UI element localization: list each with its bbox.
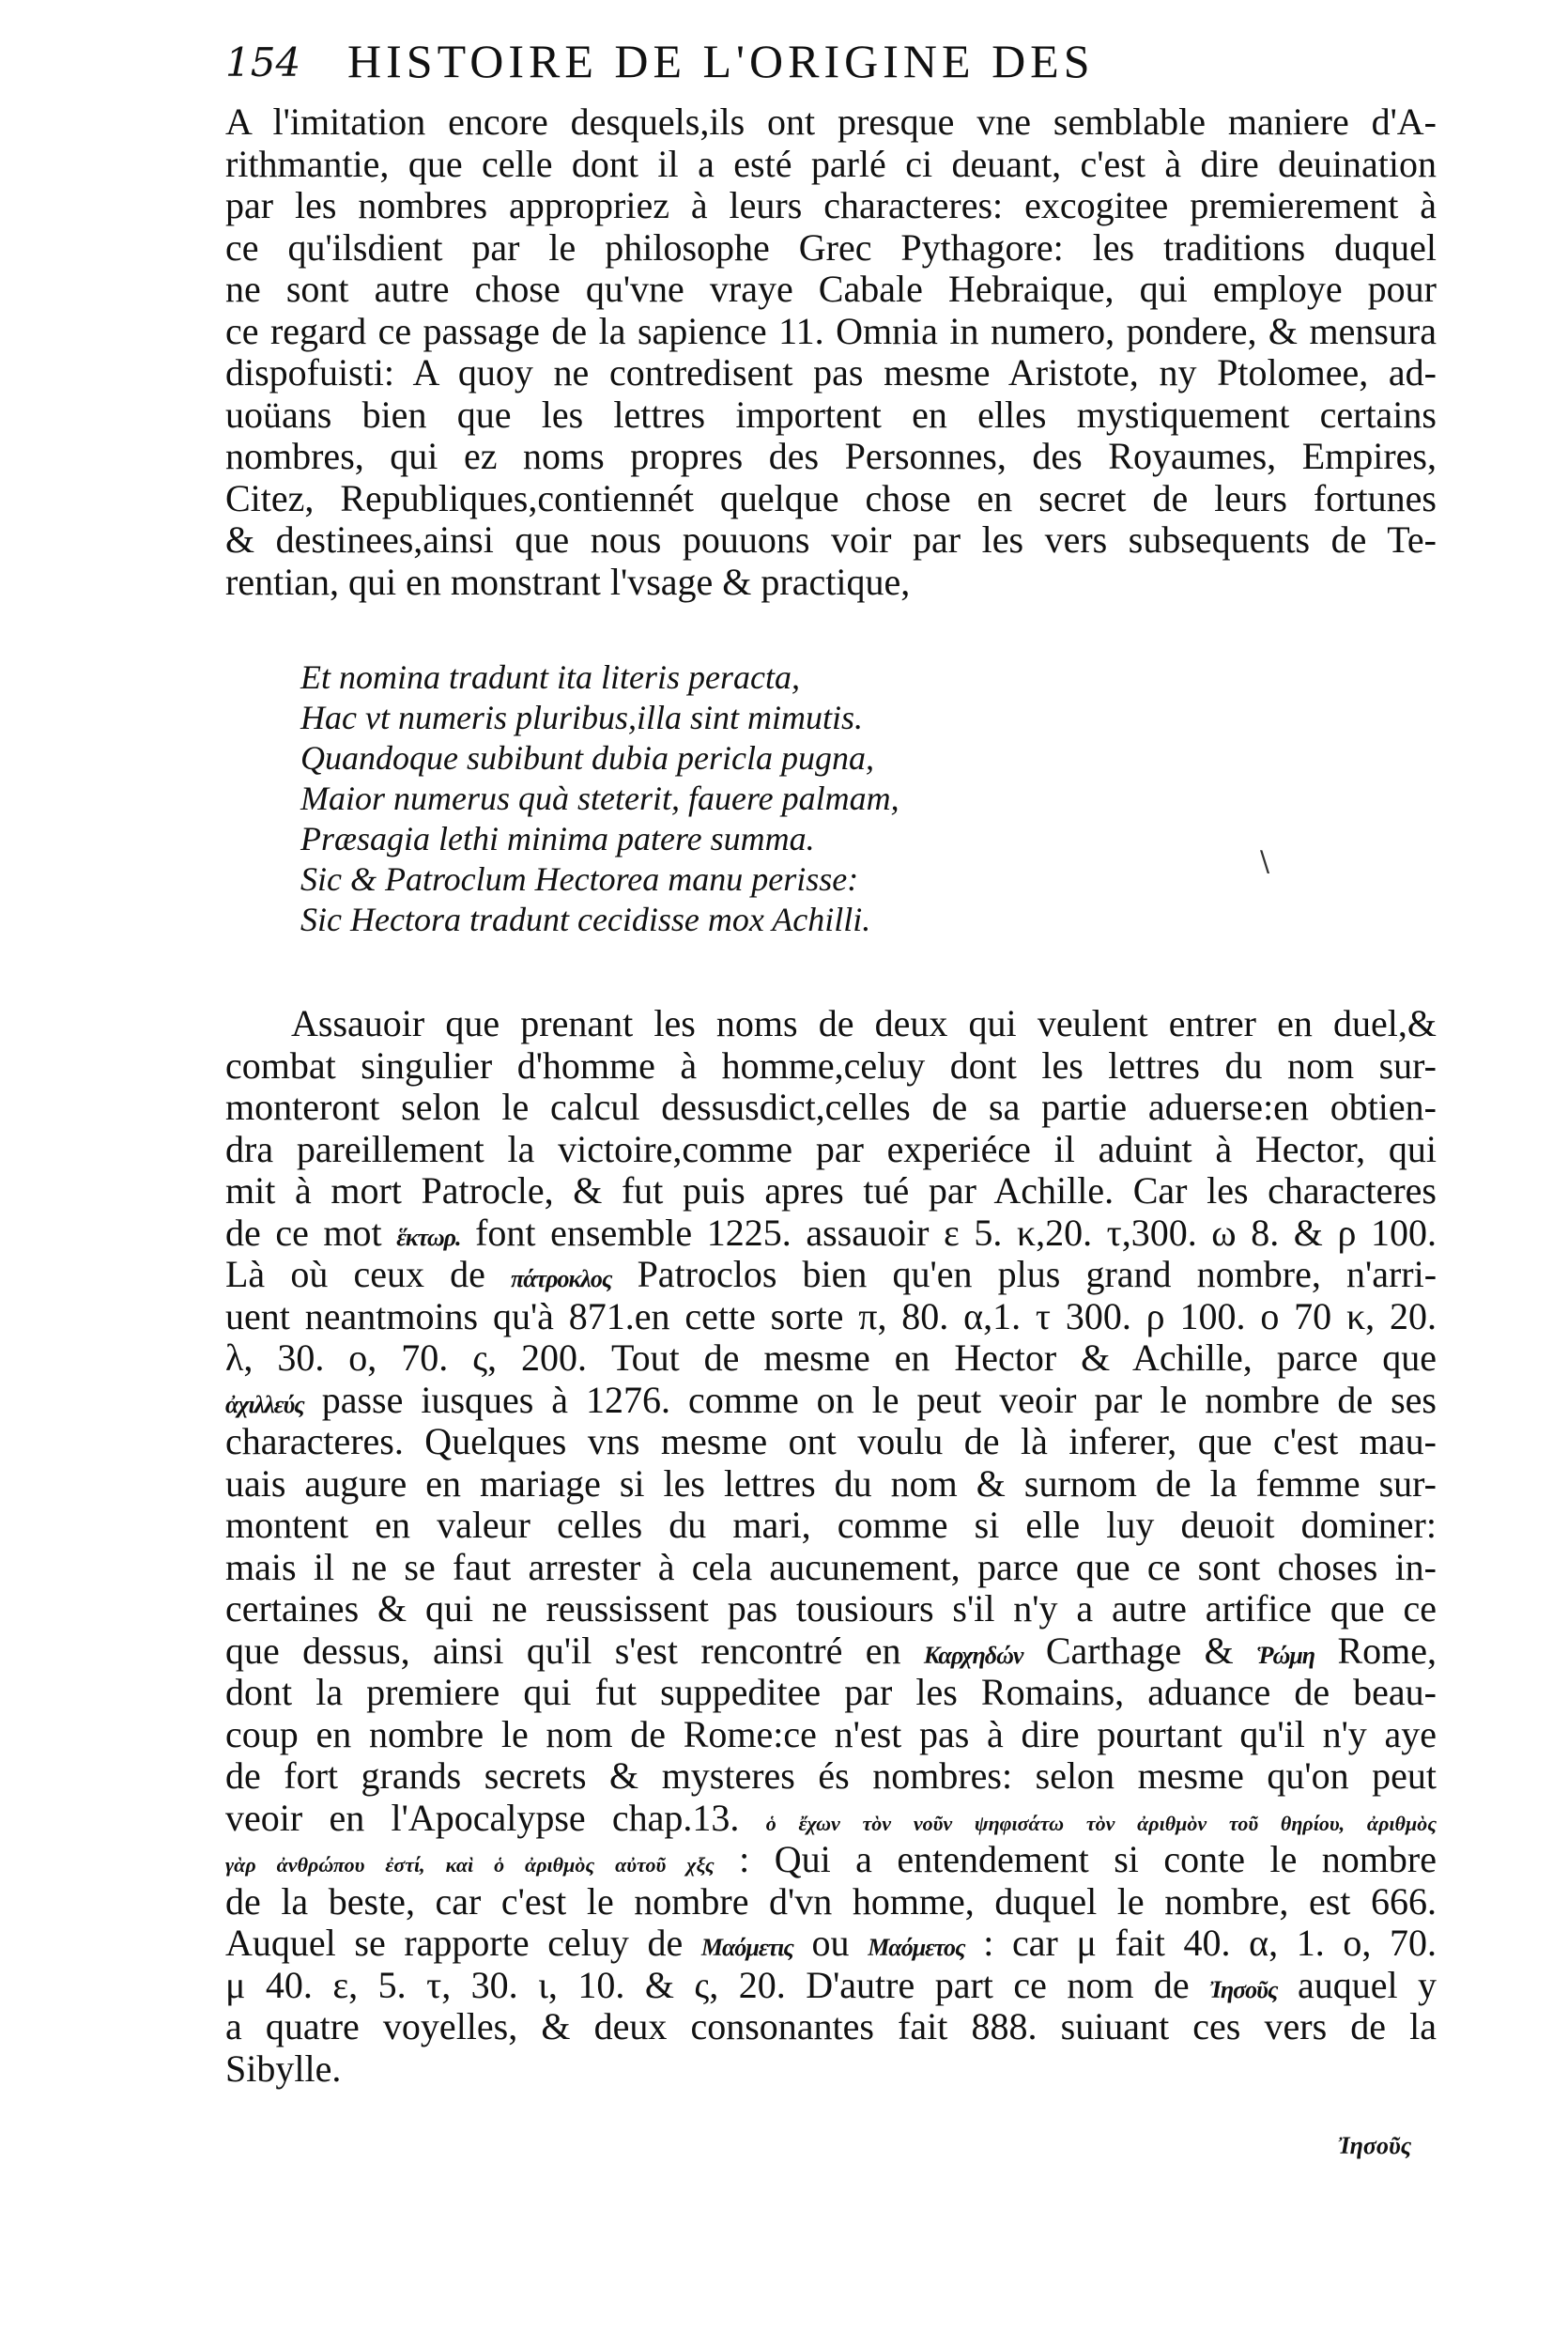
greek-word: πάτροκλος [511, 1265, 612, 1292]
text-segment: : Qui a entendement si conte le nombre [739, 1838, 1437, 1880]
text-line: de fort grands secrets & mysteres és nombres: selon mesme qu'on peut [225, 1754, 1437, 1797]
greek-word: Ῥώμη [1256, 1641, 1315, 1669]
text-segment: Auquel se rapporte celuy de [225, 1922, 684, 1964]
text-line: monteront selon le calcul dessusdict,celles de sa partie aduerse:en obtien- [225, 1086, 1437, 1128]
greek-word: Ἰησοῦς [1209, 1975, 1278, 2003]
text-line: ce qu'ilsdient par le philosophe Grec Pythagore: les traditions duquel [225, 225, 1437, 269]
verse-line: Sic & Patroclum Hectorea manu perisse: [300, 860, 859, 898]
running-title: HISTOIRE DE L'ORIGINE DES [347, 35, 1095, 87]
text-segment: font ensemble 1225. assauoir ε 5. κ,20. τ,300. ω 8. & ρ 100. [475, 1211, 1437, 1254]
text-line: rithmantie, que celle dont il a esté parlé ci deuant, c'est à dire deuination [225, 142, 1437, 185]
text-segment: Carthage & [1045, 1629, 1234, 1672]
text-line: Assauoir que prenant les noms de deux qui veulent entrer en duel,& [291, 1002, 1437, 1044]
text-line: Sibylle. [225, 2047, 342, 2090]
verse-line: Præsagia lethi minima patere summa. [300, 820, 815, 857]
page-number: 154 [225, 39, 301, 85]
text-segment: : car μ fait 40. α, 1. ο, 70. [983, 1922, 1437, 1964]
greek-word: Μαόμετις [700, 1934, 793, 1961]
verse-line: Sic Hectora tradunt cecidisse mox Achilli. [300, 901, 871, 938]
latin-verse [300, 657, 1145, 940]
text-line: par les nombres appropriez à leurs characteres: excogitee premierement à [225, 184, 1437, 226]
greek-word: ἀχιλλεύς [225, 1390, 304, 1418]
text-line [225, 1923, 1437, 1965]
text-line: rentian, qui en monstrant l'vsage & practique, [225, 560, 911, 603]
text-line: dispofuisti: A quoy ne contredisent pas mesme Aristote, ny Ptolomee, ad- [225, 351, 1437, 394]
greek-word: Καρχηδών [923, 1641, 1023, 1669]
greek-quote: ὁ ἔχων τὸν νοῦν ψηφισάτω τὸν ἀριθμὸν τοῦ θηρίου, ἀριθμὸς [765, 1811, 1437, 1835]
text-line [225, 1798, 1437, 1840]
text-line: characteres. Quelques vns mesme ont voulu de là inferer, que c'est mau- [225, 1420, 1437, 1462]
text-line: & destinees,ainsi que nous pouuons voir par les vers subsequents de Te- [225, 518, 1437, 561]
text-line: ce regard ce passage de la sapience 11. Omnia in numero, pondere, & mensura [225, 309, 1437, 352]
text-segment: passe iusques à 1276. comme on le peut veoir par le nombre de ses [321, 1378, 1437, 1421]
text-line: uoüans bien que les lettres importent en elles mystiquement certains [225, 393, 1437, 436]
catchword: Ἰησοῦς [1338, 2132, 1412, 2159]
verse-line: Quandoque subibunt dubia pericla pugna, [300, 739, 874, 777]
paragraph-duel [225, 1003, 1437, 2090]
page-header [225, 34, 1314, 100]
text-segment: Là où ceux de [225, 1253, 485, 1295]
text-segment: de ce mot [225, 1211, 382, 1254]
text-line: a quatre voyelles, & deux consonantes fait 888. suiuant ces vers de la [225, 2005, 1437, 2047]
text-line: uais augure en mariage si les lettres du nom & surnom de la femme sur- [225, 1461, 1437, 1505]
text-line [225, 1839, 1437, 1881]
greek-quote: γὰρ ἀνθρώπου ἐστί, καὶ ὁ ἀριθμὸς αὐτοῦ χξς [225, 1853, 715, 1877]
verse-line: Hac vt numeris pluribus,illa sint mimutis. [300, 699, 864, 736]
text-line [225, 1213, 1437, 1255]
text-segment: veoir en l'Apocalypse chap.13. [225, 1796, 740, 1839]
text-line: combat singulier d'homme à homme,celuy dont les lettres du nom sur- [225, 1043, 1437, 1087]
text-line: de la beste, car c'est le nombre d'vn homme, duquel le nombre, est 666. [225, 1879, 1437, 1923]
text-line: uent neantmoins qu'à 871.en cette sorte π, 80. α,1. τ 300. ρ 100. ο 70 κ, 20. [225, 1294, 1437, 1337]
text-line: mit à mort Patrocle, & fut puis apres tué par Achille. Car les characteres [225, 1169, 1437, 1212]
paragraph-arithmancy [225, 101, 1437, 603]
text-segment: auquel y [1297, 1963, 1437, 2006]
stray-mark: \ [1260, 845, 1270, 878]
text-line: λ, 30. ο, 70. ς, 200. Tout de mesme en Hector & Achille, parce que [225, 1336, 1437, 1379]
text-line: A l'imitation encore desquels,ils ont presque vne semblable maniere d'A- [225, 100, 1437, 143]
text-segment: ou [811, 1922, 850, 1964]
text-line [225, 1254, 1437, 1296]
text-line [225, 1965, 1437, 2007]
text-line: certaines & qui ne reussissent pas tousiours s'il n'y a autre artifice que ce [225, 1587, 1437, 1630]
text-segment: Patroclos bien qu'en plus grand nombre, n'arri- [637, 1253, 1437, 1295]
verse-line: Et nomina tradunt ita literis peracta, [300, 658, 800, 696]
text-line [225, 1380, 1437, 1422]
text-line [225, 1630, 1437, 1673]
text-line: dra pareillement la victoire,comme par experiéce il aduint à Hector, qui [225, 1127, 1437, 1170]
greek-word: Μαόμετος [868, 1934, 965, 1961]
greek-word: ἕκτωρ. [396, 1223, 461, 1251]
text-line: dont la premiere qui fut suppeditee par les Romains, aduance de beau- [225, 1671, 1437, 1713]
text-line: mais il ne se faut arrester à cela aucunement, parce que ce sont choses in- [225, 1545, 1437, 1588]
text-line: montent en valeur celles du mari, comme si elle luy deuoit dominer: [225, 1504, 1437, 1546]
text-line: Citez, Republiques,contiennét quelque chose en secret de leurs fortunes [225, 476, 1437, 519]
text-line: coup en nombre le nom de Rome:ce n'est pas à dire pourtant qu'il n'y aye [225, 1712, 1437, 1755]
text-segment: Rome, [1337, 1629, 1437, 1672]
verse-line: Maior numerus quà steterit, fauere palmam, [300, 780, 899, 817]
text-line: ne sont autre chose qu'vne vraye Cabale Hebraique, qui employe pour [225, 268, 1437, 310]
text-line: nombres, qui ez noms propres des Personnes, des Royaumes, Empires, [225, 435, 1437, 477]
text-segment: que dessus, ainsi qu'il s'est rencontré en [225, 1629, 901, 1672]
text-segment: μ 40. ε, 5. τ, 30. ι, 10. & ς, 20. D'autre part ce nom de [225, 1963, 1190, 2006]
